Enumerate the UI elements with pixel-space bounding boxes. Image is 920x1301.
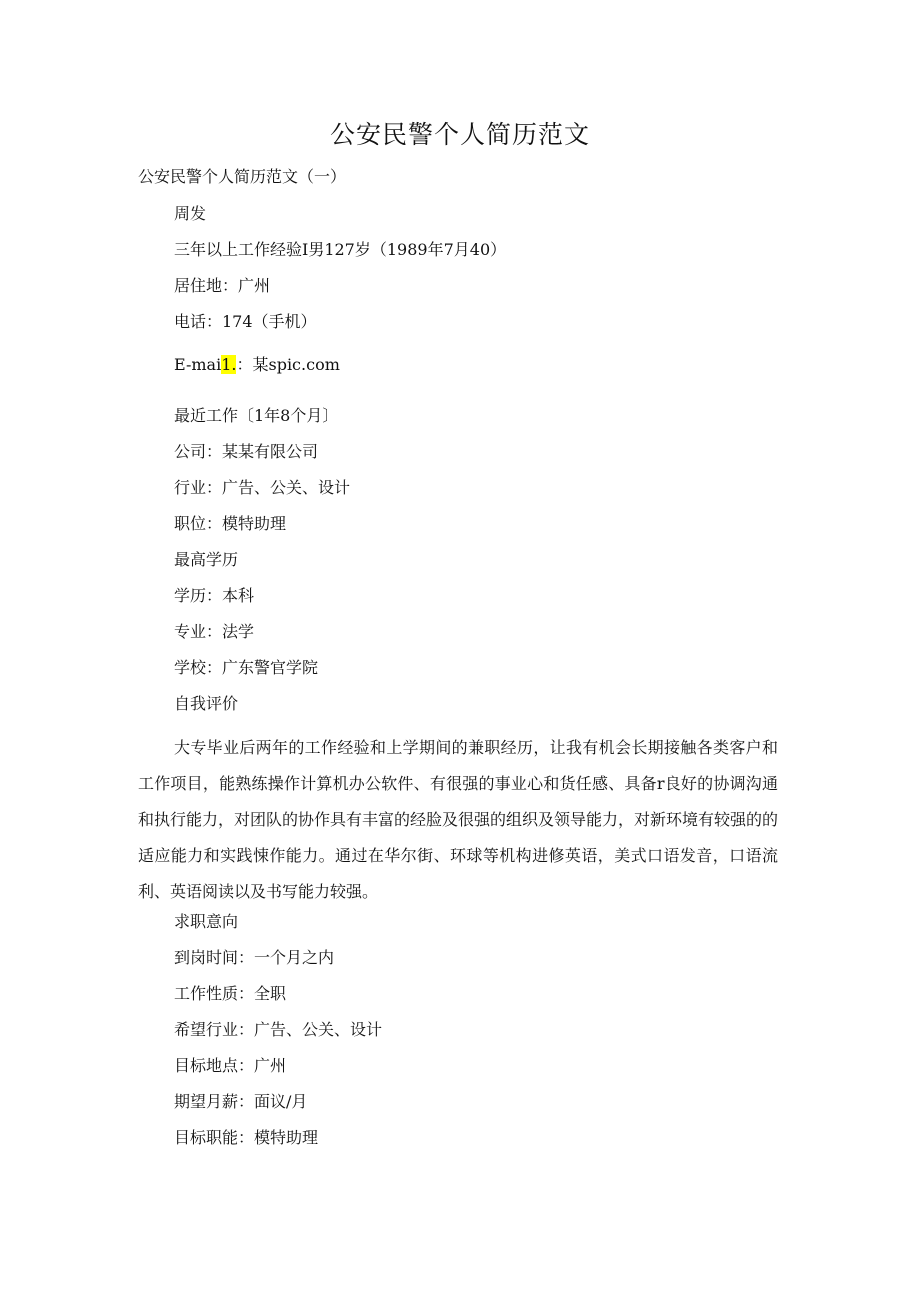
target-location-line: 目标地点：广州 (174, 1056, 287, 1075)
experience-summary: 三年以上工作经验I男127岁（1989年7月40） (174, 240, 507, 259)
desired-industry-line: 希望行业：广告、公关、设计 (174, 1020, 383, 1039)
major-line: 专业：法学 (174, 622, 255, 641)
self-evaluation-heading: 自我评价 (174, 694, 239, 713)
job-type-line: 工作性质：全职 (174, 984, 287, 1003)
self-evaluation-paragraph: 大专毕业后两年的工作经验和上学期间的兼职经历，让我有机会长期接触各类客户和工作项目，能熟练操作计算机办公软件、有很强的事业心和货任感、具备r良好的协调沟通和执行能力，对团队的协作具有丰富的经脸及很强的组织及领导能力，对新环境有较强的的适应能力和实践悚作能力。通过在华尔街、环球等机构进修英语，美式口语发音，口语流利、英语阅读以及书写能力较强。 (138, 738, 779, 901)
degree-line: 学历：本科 (174, 586, 255, 605)
company-line: 公司：某某有限公司 (174, 442, 319, 461)
start-time-line: 到岗时间：一个月之内 (174, 948, 335, 967)
email-prefix: E-mai (174, 355, 222, 374)
expected-salary-line: 期望月薪：面议/月 (174, 1092, 308, 1111)
industry-line: 行业：广告、公关、设计 (174, 478, 351, 497)
applicant-name: 周发 (174, 204, 207, 223)
education-heading: 最高学历 (174, 550, 239, 569)
position-line: 职位：模特助理 (174, 514, 287, 533)
email-highlight: 1. (221, 355, 237, 374)
email-suffix: ：某spic.com (236, 355, 340, 374)
school-line: 学校：广东警官学院 (174, 658, 319, 677)
residence-line: 居住地：广州 (174, 276, 271, 295)
email-line (174, 354, 340, 376)
job-intent-heading: 求职意向 (174, 912, 239, 931)
target-function-line: 目标职能：模特助理 (174, 1128, 319, 1147)
resume-subtitle: 公安民警个人简历范文（一） (138, 167, 347, 186)
phone-line: 电话：174（手机） (174, 312, 317, 331)
recent-work-heading: 最近工作〔1年8个月〕 (174, 406, 339, 425)
document-title: 公安民警个人简历范文 (329, 120, 590, 149)
